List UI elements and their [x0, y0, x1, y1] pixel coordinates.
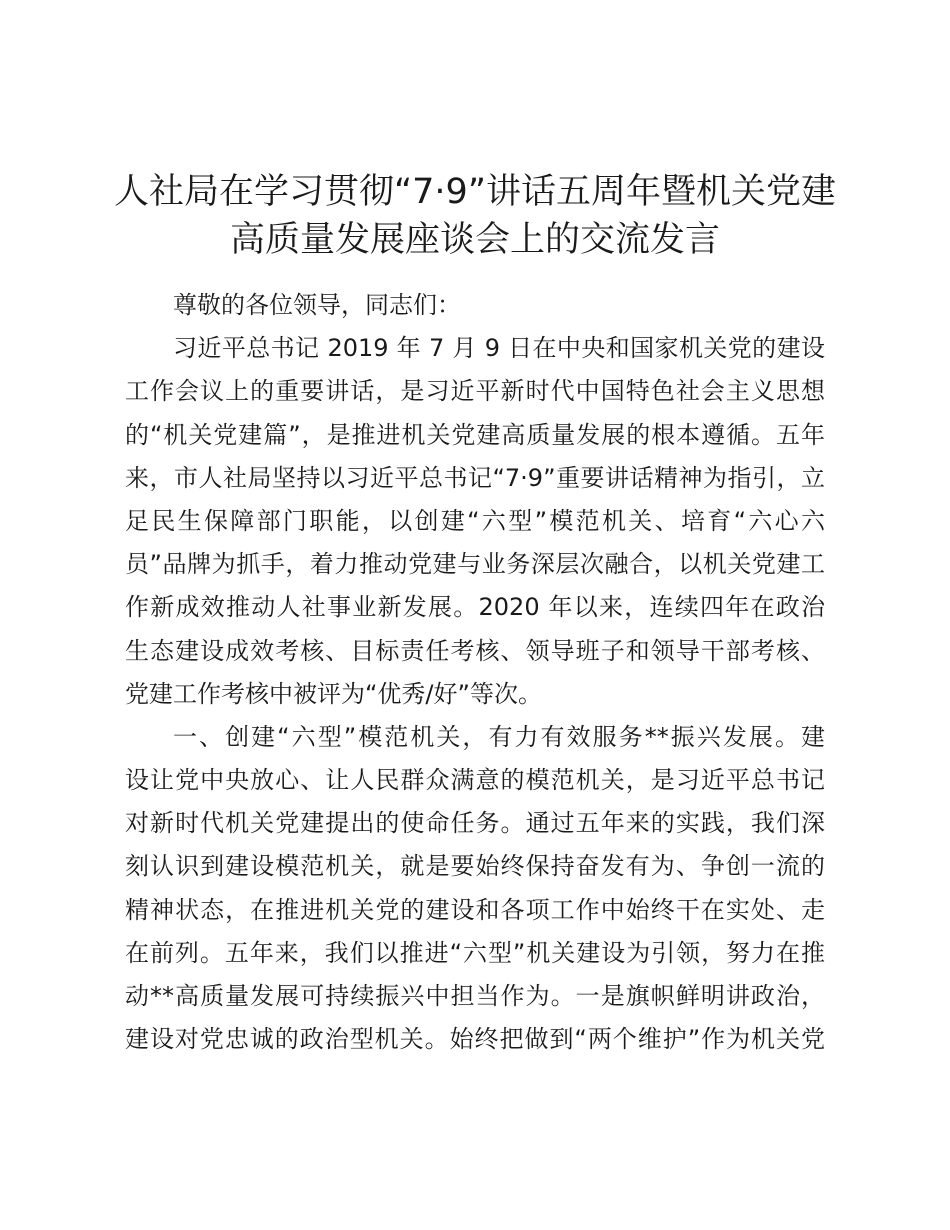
document-title-line-2: 高质量发展座谈会上的交流发言: [229, 220, 720, 260]
paragraph-line: 员”品牌为抓手，着力推动党建与业务深层次融合，以机关党建工: [125, 550, 825, 579]
paragraph-line: 建设对党忠诚的政治型机关。始终把做到“两个维护”作为机关党: [125, 1025, 825, 1054]
section-heading-line: 一、创建“六型”模范机关，有力有效服务**振兴发展。建: [173, 722, 825, 751]
paragraph-line: 工作会议上的重要讲话，是习近平新时代中国特色社会主义思想: [125, 377, 825, 406]
paragraph-line: 对新时代机关党建提出的使命任务。通过五年来的实践，我们深: [125, 809, 825, 838]
paragraph-line: 刻认识到建设模范机关，就是要始终保持奋发有为、争创一流的: [125, 852, 825, 881]
paragraph-line: 生态建设成效考核、目标责任考核、领导班子和领导干部考核、: [125, 636, 825, 665]
paragraph-line: 作新成效推动人社事业新发展。2020 年以来，连续四年在政治: [125, 593, 825, 622]
salutation: 尊敬的各位领导，同志们：: [173, 291, 461, 319]
paragraph-line: 党建工作考核中被评为“优秀/好”等次。: [125, 679, 542, 708]
paragraph-line: 精神状态，在推进机关党的建设和各项工作中始终干在实处、走: [125, 895, 825, 924]
paragraph-line: 在前列。五年来，我们以推进“六型”机关建设为引领，努力在推: [125, 938, 825, 967]
paragraph-line: 设让党中央放心、让人民群众满意的模范机关，是习近平总书记: [125, 766, 825, 795]
paragraph-line: 习近平总书记 2019 年 7 月 9 日在中央和国家机关党的建设: [173, 334, 825, 363]
paragraph-line: 来，市人社局坚持以习近平总书记“7·9”重要讲话精神为指引，立: [125, 463, 825, 492]
paragraph-line: 的“机关党建篇”，是推进机关党建高质量发展的根本遵循。五年: [125, 420, 825, 449]
document-body: [125, 284, 825, 1061]
document-title-line-1: 人社局在学习贯彻“7·9”讲话五周年暨机关党建: [114, 172, 836, 212]
paragraph-line: 足民生保障部门职能，以创建“六型”模范机关、培育“六心六: [125, 506, 825, 535]
paragraph-line: 动**高质量发展可持续振兴中担当作为。一是旗帜鲜明讲政治，: [125, 982, 825, 1010]
